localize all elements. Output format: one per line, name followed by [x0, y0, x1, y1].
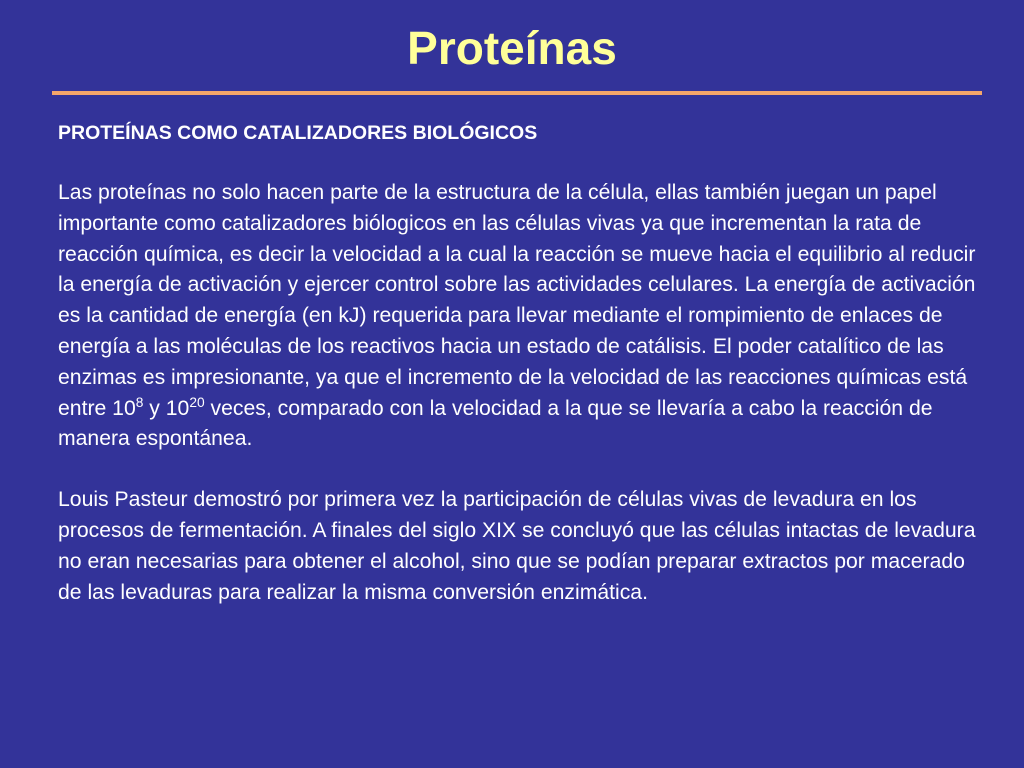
pasteur-paragraph: Louis Pasteur demostró por primera vez la participación de células vivas de levadura en los procesos de fermentación. A finales del siglo XIX se concluyó que las células intactas de levadura no eran necesarias para obtener el alcohol, sino que se podían preparar extractos por macerado de las levaduras para realizar la misma conversión enzimática.	[58, 488, 976, 604]
paragraph-text-part: Las proteínas no solo hacen parte de la estructura de la célula, ellas también juegan un papel importante como catalizadores biólogicos en las células vivas ya que incrementan la rata de reacción química, es decir la velocidad a la cual la reacción se mueve hacia el equilibrio al reducir la energía de activación y ejercer control sobre las actividades celulares. La energía de activación es la cantidad de energía (en kJ) requerida para llevar mediante el rompimiento de enlaces de energía a las moléculas de los reactivos hacia un estado de catálisis. El poder catalítico de las enzimas es impresionante, ya que el incremento de la velocidad de las reacciones químicas está entre 10	[58, 181, 976, 420]
exponent-twenty: 20	[189, 394, 205, 410]
paragraph-text-part: veces, comparado con la velocidad a la que se llevaría a cabo la reacción de manera espontánea.	[58, 396, 933, 451]
slide-title: Proteínas	[407, 22, 617, 74]
slide-content	[58, 118, 988, 638]
catalysts-paragraph	[58, 178, 988, 455]
exponent-eight: 8	[135, 394, 144, 410]
title-divider	[52, 91, 982, 95]
section-heading: PROTEÍNAS COMO CATALIZADORES BIOLÓGICOS	[58, 122, 538, 144]
paragraph-text-part: y 10	[143, 396, 190, 420]
